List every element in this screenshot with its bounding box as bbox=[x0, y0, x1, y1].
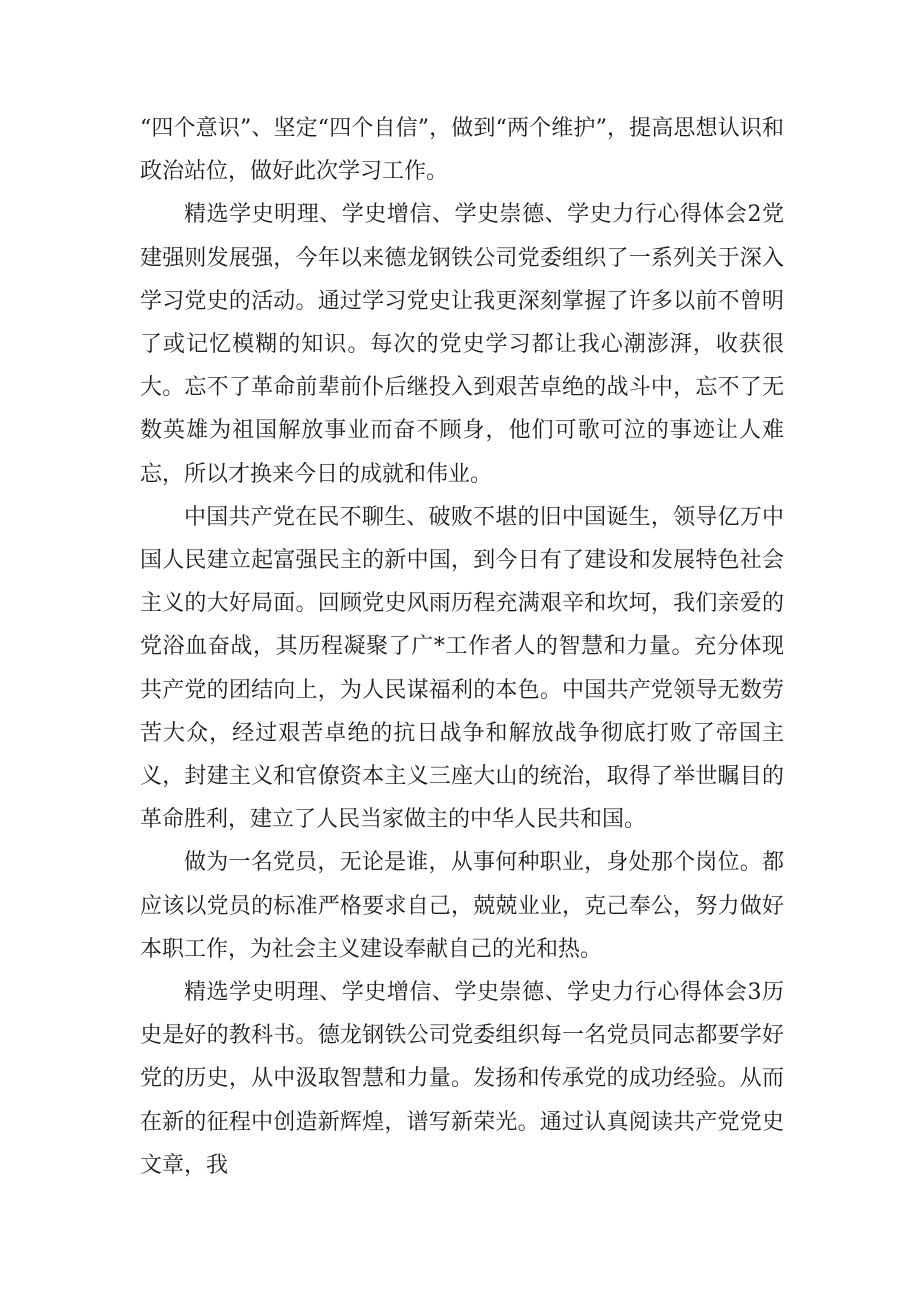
paragraph-party-history: 中国共产党在民不聊生、破败不堪的旧中国诞生，领导亿万中国人民建立起富强民主的新中国，到今日有了建设和发展特色社会主义的大好局面。回顾党史风雨历程充满艰辛和坎坷，我们亲爱的党浴血奋战，其历程凝聚了广*工作者人的智慧和力量。充分体现共产党的团结向上，为人民谋福利的本色。中国共产党领导无数劳苦大众，经过艰苦卓绝的抗日战争和解放战争彻底打败了帝国主义，封建主义和官僚资本主义三座大山的统治，取得了举世瞩目的革命胜利，建立了人民当家做主的中华人民共和国。 bbox=[140, 504, 784, 833]
paragraph-party-member-duty: 做为一名党员，无论是谁，从事何种职业，身处那个岗位。都应该以党员的标准严格要求自己，兢兢业业，克己奉公，努力做好本职工作，为社会主义建设奉献自己的光和热。 bbox=[140, 850, 784, 962]
document-body bbox=[140, 107, 784, 1187]
paragraph-continuation: “四个意识”、坚定“四个自信”，做到“两个维护”，提高思想认识和政治站位，做好此次学习工作。 bbox=[140, 116, 784, 185]
paragraph-study-experience-3: 精选学史明理、学史增信、学史崇德、学史力行心得体会3历史是好的教科书。德龙钢铁公司党委组织每一名党员同志都要学好党的历史，从中汲取智慧和力量。发扬和传承党的成功经验。从而在新的征程中创造新辉煌，谱写新荣光。通过认真阅读共产党党史文章，我 bbox=[140, 980, 784, 1178]
paragraph-study-experience-2: 精选学史明理、学史增信、学史崇德、学史力行心得体会2党建强则发展强，今年以来德龙钢铁公司党委组织了一系列关于深入学习党史的活动。通过学习党史让我更深刻掌握了许多以前不曾明了或记忆模糊的知识。每次的党史学习都让我心潮澎湃，收获很大。忘不了革命前辈前仆后继投入到艰苦卓绝的战斗中，忘不了无数英雄为祖国解放事业而奋不顾身，他们可歌可泣的事迹让人难忘，所以才换来今日的成就和伟业。 bbox=[140, 202, 784, 487]
